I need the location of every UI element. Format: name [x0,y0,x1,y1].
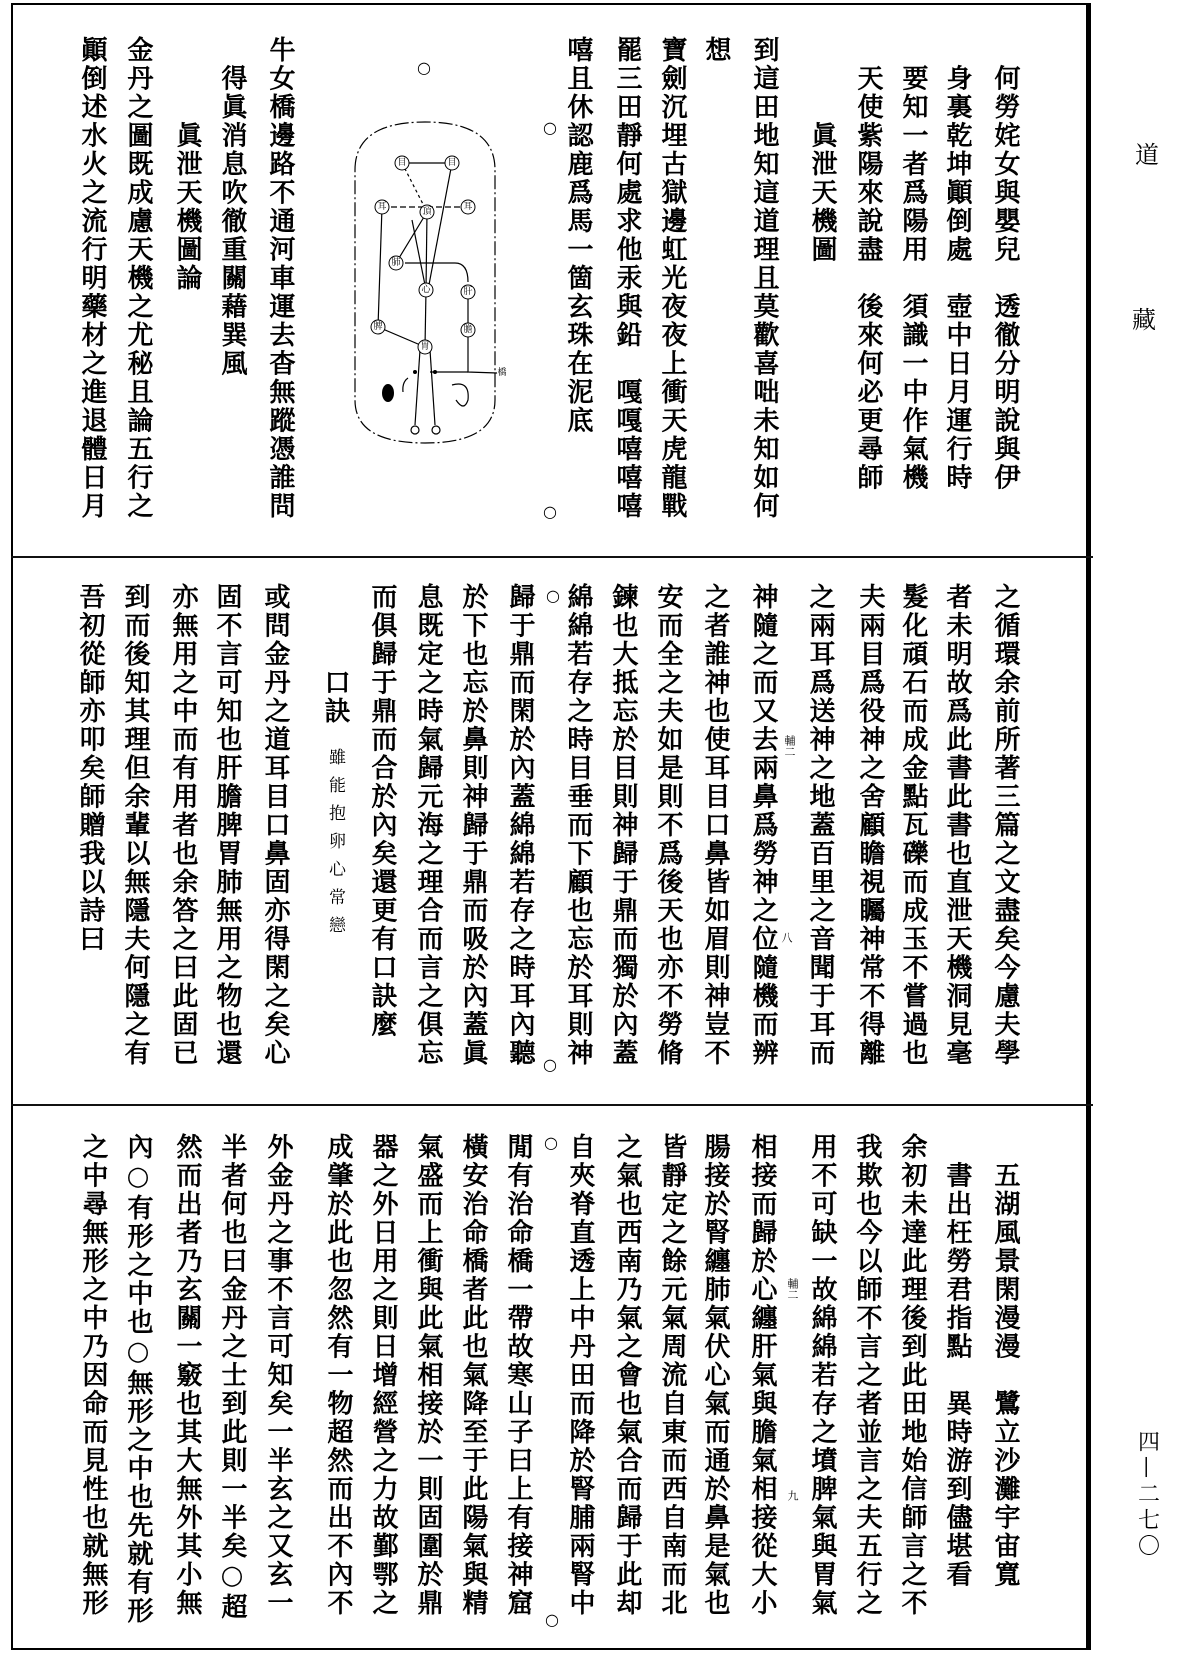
text-column [992,1133,1018,1589]
column-text: 眞泄天機圖 [807,36,837,264]
annotation: 九 [786,1490,799,1501]
text-column [125,36,151,521]
column-text: 身裏乾坤顚倒處 壺中日月運行時 [942,36,972,492]
column-text: 口訣 [320,583,350,726]
text-column [170,583,196,1068]
text-column [807,583,833,1068]
circle-mark: ○ [544,1133,558,1152]
text-column [370,1133,396,1618]
column-text: 皆靜定之餘元氣周流自東而西自南而北 [657,1133,687,1618]
column-text: 橫安治命橋者此也氣降至于此陽氣與精 [458,1133,488,1618]
diagram-label: 心 [421,285,431,295]
column-text: 成肇於此也忽然有一物超然而出不內不 [323,1133,353,1618]
column-text: 用不可缺一故綿綿若存之墳脾氣與胃氣 [807,1133,837,1618]
annotation: 八 [780,932,793,943]
column-text: 歸于鼎而閑於內蓋綿綿若存之時耳內聽 [505,583,535,1068]
text-column [262,583,288,1068]
page-number: 四—二七〇 [1134,1430,1160,1560]
diagram-label: 頂 [422,207,432,217]
text-column [265,1133,291,1618]
text-column [214,583,240,1068]
text-column [702,583,728,1068]
column-text: 夫兩目爲役神之舍顧瞻視矚神常不得離 [855,583,885,1068]
diagram-label: 耳 [377,202,387,212]
column-text: 或問金丹之道耳目口鼻固亦得閑之矣心 [260,583,290,1068]
text-column [174,1133,200,1618]
column-text: 相接而歸於心纏肝氣與膽氣相接從大小 [747,1133,777,1618]
diagram-label: 脾 [373,322,383,332]
circle-mark: ○ [543,118,557,137]
column-text: 要知一者爲陽用 須識一中作氣機 [898,36,928,492]
text-column [80,1133,106,1618]
annotation: 輔二 [786,1278,799,1300]
text-column [655,583,681,1068]
diagram-label: 肺 [391,258,401,268]
column-text: 外金丹之事不言可知矣一半玄之又玄一 [263,1133,293,1618]
column-text: 牛女橋邊路不通河車運去杳無蹤憑誰問 [265,36,295,521]
diagram-label: 橋 [497,368,507,378]
text-column [614,36,640,521]
text-column [267,36,293,521]
circle-mark: ○ [543,1055,557,1074]
circle-mark: ○ [546,586,560,605]
diagram-label: 目 [397,158,407,168]
text-column [899,1133,925,1618]
collection-name-dao: 道 [1135,141,1159,169]
text-column [565,583,591,1068]
column-text: 得眞消息吹徹重關藉巽風 [217,36,247,378]
column-text: 綿綿若存之時目垂而下顧也忘於耳則神 [563,583,593,1068]
column-text: 息既定之時氣歸元海之理合而言之俱忘 [413,583,443,1068]
text-column [992,583,1018,1068]
diagram-label: 肝 [463,287,473,297]
diagram-label: 膽 [463,325,473,335]
text-column [944,583,970,1068]
text-column [219,36,245,378]
text-column [614,1133,640,1618]
column-text: 之中尋無形之中乃因命而見性也就無形 [78,1133,108,1618]
kidney-mark [382,384,394,402]
text-column [857,583,883,1068]
column-text: 罷三田靜何處求他汞與鉛 嘎嘎嘻嘻嘻 [612,36,642,521]
circle-mark: ○ [417,58,431,77]
column-text: 器之外日用之則日增經營之力故鄞鄂之 [368,1133,398,1618]
text-column [122,583,148,1068]
text-column [855,36,881,492]
text-column [703,36,729,65]
text-column [900,36,926,492]
column-text: 鍊也大抵忘於目則神歸于鼎而獨於內蓋 [608,583,638,1068]
column-text: 自夾脊直透上中丹田而降於腎脯兩腎中 [565,1133,595,1618]
kou-jue-note: 雖能抱卵心常戀 [325,747,345,944]
column-text: 到而後知其理但余輩以無隱夫何隱之有 [120,583,150,1068]
text-column [369,583,395,1039]
diagram-label: 耳 [463,202,473,212]
text-column [750,583,776,1068]
column-text: 之氣也西南乃氣之會也氣合而歸于此却 [612,1133,642,1618]
collection-name-zang: 藏 [1132,306,1156,334]
column-text: 嘻且休認鹿爲馬一箇玄珠在泥底 [563,36,593,435]
column-text: 天使紫陽來說盡 後來何必更尋師 [853,36,883,492]
circle-mark: ○ [545,1610,559,1629]
text-column [325,1133,351,1618]
band-divider-2 [11,1104,1093,1106]
column-text: 吾初從師亦叩矣師贈我以詩曰 [75,583,105,954]
column-text: 氣盛而上衝與此氣相接於一則固圍於鼎 [413,1133,443,1618]
text-column [125,1133,151,1626]
column-text: 髮化頑石而成金點瓦礫而成玉不嘗過也 [898,583,928,1068]
column-text: 余初未達此理後到此田地始信師言之不 [897,1133,927,1618]
text-column [507,583,533,1068]
column-text: 神隨之而又去兩鼻爲勞神之位隨機而辨 [748,583,778,1068]
column-text: 固不言可知也肝膽脾胃肺無用之物也還 [212,583,242,1068]
column-text: 何勞姹女與嬰兒 透徹分明說與伊 [990,36,1020,492]
text-column [415,583,441,1068]
text-column [79,36,105,521]
circle-mark: ○ [543,502,557,521]
text-column [900,583,926,1068]
annotation: 輔二 [783,735,796,757]
column-text: 閒有治命橋一帶故寒山子曰上有接神窟 [503,1133,533,1618]
column-text: 之循環余前所著三篇之文盡矣今慮夫學 [990,583,1020,1068]
column-text: 於下也忘於鼻則神歸于鼎而吸於內蓋眞 [458,583,488,1068]
text-column [809,1133,835,1618]
text-column [174,36,200,293]
column-text: 之兩耳爲送神之地蓋百里之音聞于耳而 [805,583,835,1068]
text-column [702,1133,728,1618]
column-text: 者未明故爲此書此書也直泄天機洞見毫 [942,583,972,1068]
diagram-label: 目 [447,158,457,168]
column-text: 眞泄天機圖論 [172,36,202,293]
column-text: 亦無用之中而有用者也余答之曰此固已 [168,583,198,1068]
column-text: 想 [701,36,731,65]
text-column [944,36,970,492]
text-column [460,1133,486,1618]
text-column [567,1133,593,1618]
text-column [749,1133,775,1618]
text-column [809,36,835,264]
text-column [610,583,636,1068]
column-text: 而俱歸于鼎而合於內矣還更有口訣麼 [367,583,397,1039]
column-text: 顚倒述水火之流行明藥材之進退體日月 [77,36,107,521]
text-column [322,583,348,944]
column-text: 金丹之圖既成慮天機之尤秘且論五行之 [123,36,153,521]
column-text: 半者何也曰金丹之士到此則一半矣○超 [217,1133,247,1622]
text-column [992,36,1018,492]
column-text: 五湖風景閑漫漫 鷺立沙灘宇宙寬 [990,1133,1020,1589]
text-column [659,1133,685,1618]
text-column [460,583,486,1068]
column-text: 我欺也今以師不言之者並言之夫五行之 [852,1133,882,1618]
column-text: 腸接於腎纏肺氣伏心氣而通於鼻是氣也 [700,1133,730,1618]
text-column [751,36,777,521]
column-text: 安而全之夫如是則不爲後天也亦不勞脩 [653,583,683,1068]
text-column [505,1133,531,1618]
column-text: 然而出者乃玄關一竅也其大無外其小無 [172,1133,202,1618]
text-column [415,1133,441,1618]
text-column [854,1133,880,1618]
zhen-xie-tian-ji-diagram [340,110,515,455]
text-column [565,36,591,435]
column-text: 書出枉勞君指點 異時游到儘堪看 [942,1133,972,1589]
band-divider-1 [11,556,1093,558]
text-column [77,583,103,954]
column-text: 之者誰神也使耳目口鼻皆如眉則神豈不 [700,583,730,1068]
text-column [944,1133,970,1589]
diagram-label: 胃 [420,342,430,352]
column-text: 到這田地知這道理且莫歡喜咄未知如何 [749,36,779,521]
text-column [659,36,685,521]
text-column [219,1133,245,1622]
column-text: 寶劍沉埋古獄邊虹光夜夜上衝天虎龍戰 [657,36,687,521]
column-text: 內○有形之中也○無形之中也先就有形 [123,1133,153,1626]
